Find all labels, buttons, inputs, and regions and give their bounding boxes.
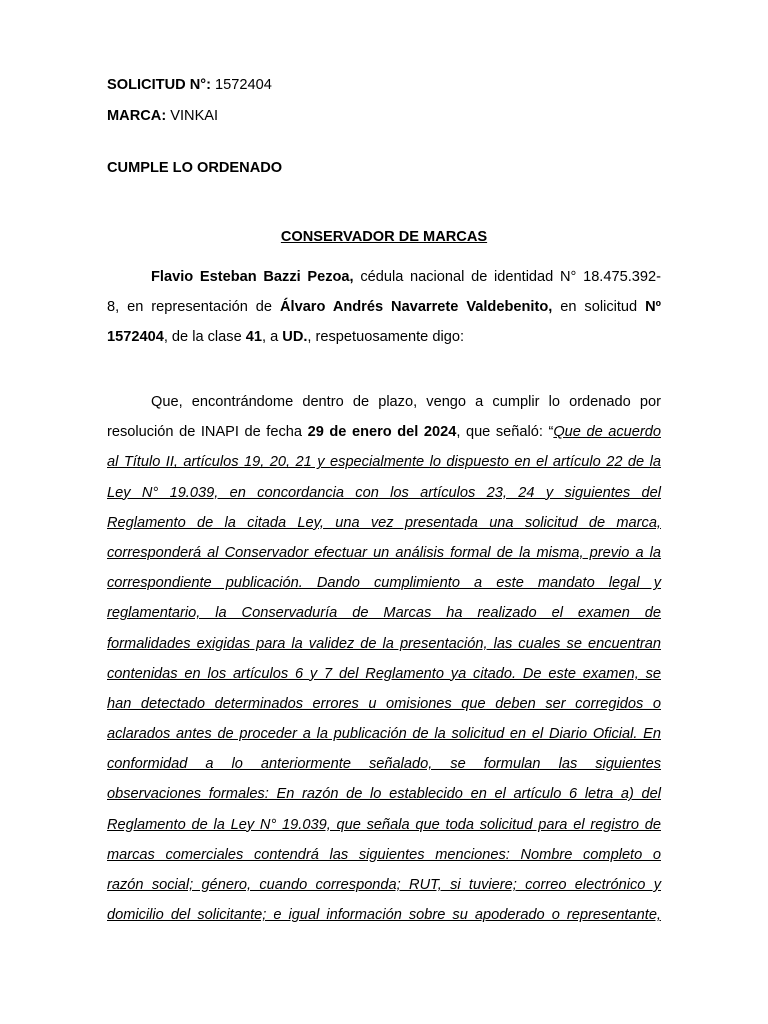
quote-line: Ley N° 19.039, en concordancia con los artículos 23, 24 y siguientes del <box>107 484 661 501</box>
resolution-date: 29 de enero del 2024 <box>307 424 457 441</box>
quote-line: corresponderá al Conservador efectuar un análisis formal de la misma, previo a la <box>107 544 661 561</box>
line-text: 8, en representación de <box>107 299 280 316</box>
line-bold: UD. <box>282 329 308 346</box>
quote-line: Reglamento de la Ley N° 19.039, que señala que toda solicitud para el registro de <box>107 816 661 833</box>
quote-line: han detectado determinados errores u omisiones que deben ser corregidos o <box>107 695 661 712</box>
quote-line: reglamentario, la Conservaduría de Marcas ha realizado el examen de <box>107 605 661 622</box>
line-bold: 41 <box>245 329 262 346</box>
applicant-name: Álvaro Andrés Navarrete Valdebenito, <box>279 299 553 316</box>
marca-value: VINKAI <box>166 108 219 124</box>
quote-line: aclarados antes de proceder a la publicación de la solicitud en el Diario Oficial. En <box>107 726 661 743</box>
solicitud-number <box>107 76 272 94</box>
solicitud-label: SOLICITUD N°: <box>107 77 211 93</box>
line-bold: Nº <box>645 299 661 316</box>
line-text: , a <box>262 329 283 346</box>
paragraph-line <box>107 268 661 298</box>
quote-line: conformidad a lo anteriormente señalado, se formulan las siguientes <box>107 756 661 773</box>
intro-paragraph <box>107 268 661 359</box>
paragraph-line <box>107 298 661 328</box>
solicitud-value: 1572404 <box>210 77 272 93</box>
quote-line: correspondiente publicación. Dando cumplimiento a este mandato legal y <box>107 575 661 592</box>
representative-name: Flavio Esteban Bazzi Pezoa, <box>151 269 354 285</box>
quote-text: Que de acuerdo <box>553 424 661 441</box>
line-text: resolución de INAPI de fecha <box>107 424 308 441</box>
line-bold: 1572404 <box>107 329 164 346</box>
quote-line: contenidas en los artículos 6 y 7 del Reglamento ya citado. De este examen, se <box>107 665 661 682</box>
marca-line <box>107 107 218 125</box>
paragraph-line: Que, encontrándome dentro de plazo, vengo a cumplir lo ordenado por <box>151 394 661 410</box>
marca-label: MARCA: <box>107 108 167 124</box>
quote-line: formalidades exigidas para la validez de la presentación, las cuales se encuentran <box>107 635 661 652</box>
line-text: , respetuosamente digo: <box>307 329 464 346</box>
quote-line: razón social; género, cuando corresponda; RUT, si tuviere; correo electrónico y <box>107 877 661 893</box>
cumple-heading: CUMPLE LO ORDENADO <box>107 160 283 176</box>
line-text: en solicitud <box>552 299 646 316</box>
quote-line: al Título II, artículos 19, 20, 21 y especialmente lo dispuesto en el artículo 22 de la <box>107 454 661 471</box>
quote-line: observaciones formales: En razón de lo establecido en el artículo 6 letra a) del <box>107 786 661 803</box>
quote-line: marcas comerciales contendrá las siguientes menciones: Nombre completo o <box>107 846 661 863</box>
quote-line: domicilio del solicitante; e igual información sobre su apoderado o representante, <box>107 907 661 924</box>
line-text: , que señaló: “ <box>456 424 554 441</box>
line-text: , de la clase <box>163 329 246 346</box>
line-text: cédula nacional de identidad N° 18.475.392- <box>353 269 661 285</box>
document-title: CONSERVADOR DE MARCAS <box>280 229 488 245</box>
quote-line: Reglamento de la citada Ley, una vez presentada una solicitud de marca, <box>107 514 661 531</box>
body-paragraph <box>107 393 661 936</box>
paragraph-line <box>107 423 661 453</box>
paragraph-line <box>107 328 661 358</box>
